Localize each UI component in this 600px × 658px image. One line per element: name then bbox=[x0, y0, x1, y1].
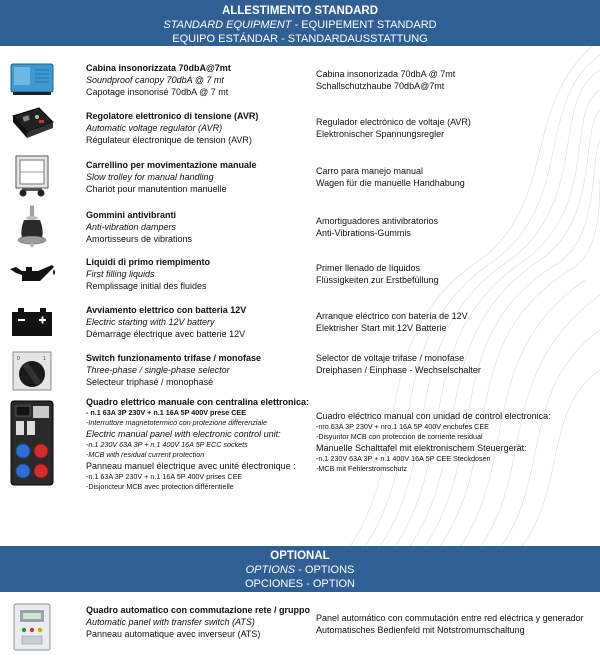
item-it: Cabina insonorizzata 70dbA@7mt bbox=[86, 63, 231, 73]
optional-header bbox=[0, 546, 600, 592]
trolley-icon bbox=[8, 152, 56, 200]
item-fr: Capotage insonorisé 70dbA @ 7 mt bbox=[86, 87, 229, 97]
panel-fr-line: -n.1 63A 3P 230V + n.1 16A 5P 400V prises CEE bbox=[86, 472, 243, 481]
item-de: Elektronischer Spannungsregler bbox=[316, 129, 445, 139]
oil-can-icon bbox=[8, 252, 56, 296]
item-en: Soundproof canopy 70dbA @ 7 mt bbox=[86, 75, 224, 85]
item-es: Primer llenado de líquidos bbox=[316, 263, 421, 273]
list-item bbox=[0, 396, 600, 496]
svg-text:0: 0 bbox=[17, 356, 20, 362]
list-item bbox=[0, 202, 600, 250]
item-fr: Régulateur électronique de tension (AVR) bbox=[86, 135, 252, 145]
panel-es-line: -nro.63A 3P 230V + nro.1 16A 5P 400V enchufes CEE bbox=[316, 422, 489, 431]
svg-text:1: 1 bbox=[43, 356, 46, 362]
panel-de-title: Manuelle Schalttafel mit elektronischem Steuergerät: bbox=[316, 443, 527, 453]
item-it: Carrellino per movimentazione manuale bbox=[86, 160, 257, 170]
ats-fr: Panneau automatique avec inverseur (ATS) bbox=[86, 629, 261, 639]
panel-de-line: -MCB mit Fehlerstromschutz bbox=[316, 464, 408, 473]
item-es: Carro para manejo manual bbox=[316, 166, 424, 176]
panel-fr-line: -Disjoncteur MCB avec protection différentielle bbox=[86, 482, 234, 491]
item-it: Liquidi di primo riempimento bbox=[86, 257, 211, 267]
canopy-icon bbox=[8, 56, 56, 100]
item-it: Avviamento elettrico con batteria 12V bbox=[86, 305, 247, 315]
damper-icon bbox=[8, 202, 56, 250]
item-de: Dreiphasen / Einphase - Wechselschalter bbox=[316, 365, 481, 375]
optional-subtitle: OPTIONS - OPTIONS bbox=[245, 564, 355, 576]
item-fr: Démarrage électrique avec batterie 12V bbox=[86, 329, 246, 339]
optional-subtitle-2: OPCIONES - OPTION bbox=[244, 578, 355, 590]
item-es: Amortiguadores antivibratorios bbox=[316, 216, 439, 226]
item-it: Gommini antivibranti bbox=[86, 210, 177, 220]
item-de: Wagen für die manuelle Handhabung bbox=[316, 178, 465, 188]
item-es: Regulador electrónico de voltaje (AVR) bbox=[316, 117, 471, 127]
item-fr: Remplissage initial des fluides bbox=[86, 281, 207, 291]
item-it: Switch funzionamento trifase / monofase bbox=[86, 353, 262, 363]
avr-board-icon bbox=[8, 104, 56, 150]
item-en: First filling liquids bbox=[86, 269, 155, 279]
list-item bbox=[0, 252, 600, 298]
standard-subtitle: STANDARD EQUIPMENT - EQUIPEMENT STANDARD bbox=[163, 19, 437, 31]
ats-panel-icon bbox=[8, 602, 56, 652]
item-de: Schallschutzhaube 70dbA@7mt bbox=[316, 81, 445, 91]
selector-switch-icon bbox=[8, 348, 56, 394]
list-item bbox=[0, 152, 600, 200]
panel-de-line: -n.1 230V 63A 3P + n.1 400V 16A 5P CEE Steckdosen bbox=[316, 454, 491, 463]
item-de: Anti-Vibrations-Gummis bbox=[316, 228, 411, 238]
item-fr: Chariot pour manutention manuelle bbox=[86, 184, 227, 194]
item-en: Automatic voltage regulator (AVR) bbox=[86, 123, 223, 133]
item-en: Slow trolley for manual handling bbox=[86, 172, 214, 182]
ats-es: Panel automático con commutación entre red eléctrica y generador bbox=[316, 613, 584, 623]
control-panel-icon bbox=[8, 398, 56, 488]
item-es: Arranque eléctrico con batería de 12V bbox=[316, 311, 468, 321]
panel-it-line: - n.1 63A 3P 230V + n.1 16A 5P 400V prese CEE bbox=[86, 408, 247, 417]
panel-es-line: -Disyuntor MCB con protección de corriente residual bbox=[316, 432, 483, 441]
panel-en-line: -n.1 230V 63A 3P + n.1 400V 16A 5P ECC sockets bbox=[86, 440, 248, 449]
item-de: Elektrisher Start mit 12V Batterie bbox=[316, 323, 447, 333]
item-en: Three-phase / single-phase selector bbox=[86, 365, 230, 375]
panel-es-title: Cuadro eléctrico manual con unidad de control electronica: bbox=[316, 411, 551, 421]
optional-title: OPTIONAL bbox=[270, 550, 330, 562]
item-fr: Selecteur triphasé / monophasé bbox=[86, 377, 214, 387]
item-de: Flüssigkeiten zur Erstbefüllung bbox=[316, 275, 439, 285]
item-fr: Amortisseurs de vibrations bbox=[86, 234, 193, 244]
list-item bbox=[0, 104, 600, 150]
item-it: Regolatore elettronico di tensione (AVR) bbox=[86, 111, 259, 121]
item-en: Electric starting with 12V battery bbox=[86, 317, 215, 327]
item-es: Cabina insonorizada 70dbA @ 7mt bbox=[316, 69, 456, 79]
ats-it: Quadro automatico con commutazione rete / gruppo bbox=[86, 605, 311, 615]
list-item bbox=[0, 600, 600, 656]
list-item bbox=[0, 300, 600, 346]
ats-en: Automatic panel with transfer switch (ATS) bbox=[86, 617, 255, 627]
panel-it-line: -Interruttore magnetotermico con protezione differenziale bbox=[86, 418, 267, 427]
item-es: Selector de voltaje trifase / monofase bbox=[316, 353, 465, 363]
item-en: Anti-vibration dampers bbox=[86, 222, 177, 232]
standard-title: ALLESTIMENTO STANDARD bbox=[221, 5, 379, 17]
ats-de: Automatisches Bedienfeld mit Notstromumschaltung bbox=[316, 625, 525, 635]
standard-header bbox=[0, 0, 600, 46]
list-item bbox=[0, 56, 600, 102]
panel-fr-title: Panneau manuel électrique avec unité électronique : bbox=[86, 461, 296, 471]
list-item bbox=[0, 348, 600, 396]
panel-en-line: -MCB with residual current protection bbox=[86, 450, 205, 459]
standard-subtitle-2: EQUIPO ESTÁNDAR - STANDARDAUSSTATTUNG bbox=[172, 33, 428, 45]
panel-en-title: Electric manual panel with electronic control unit: bbox=[86, 429, 281, 439]
panel-it-title: Quadro elettrico manuale con centralina elettronica: bbox=[86, 397, 310, 407]
battery-icon bbox=[8, 300, 56, 344]
